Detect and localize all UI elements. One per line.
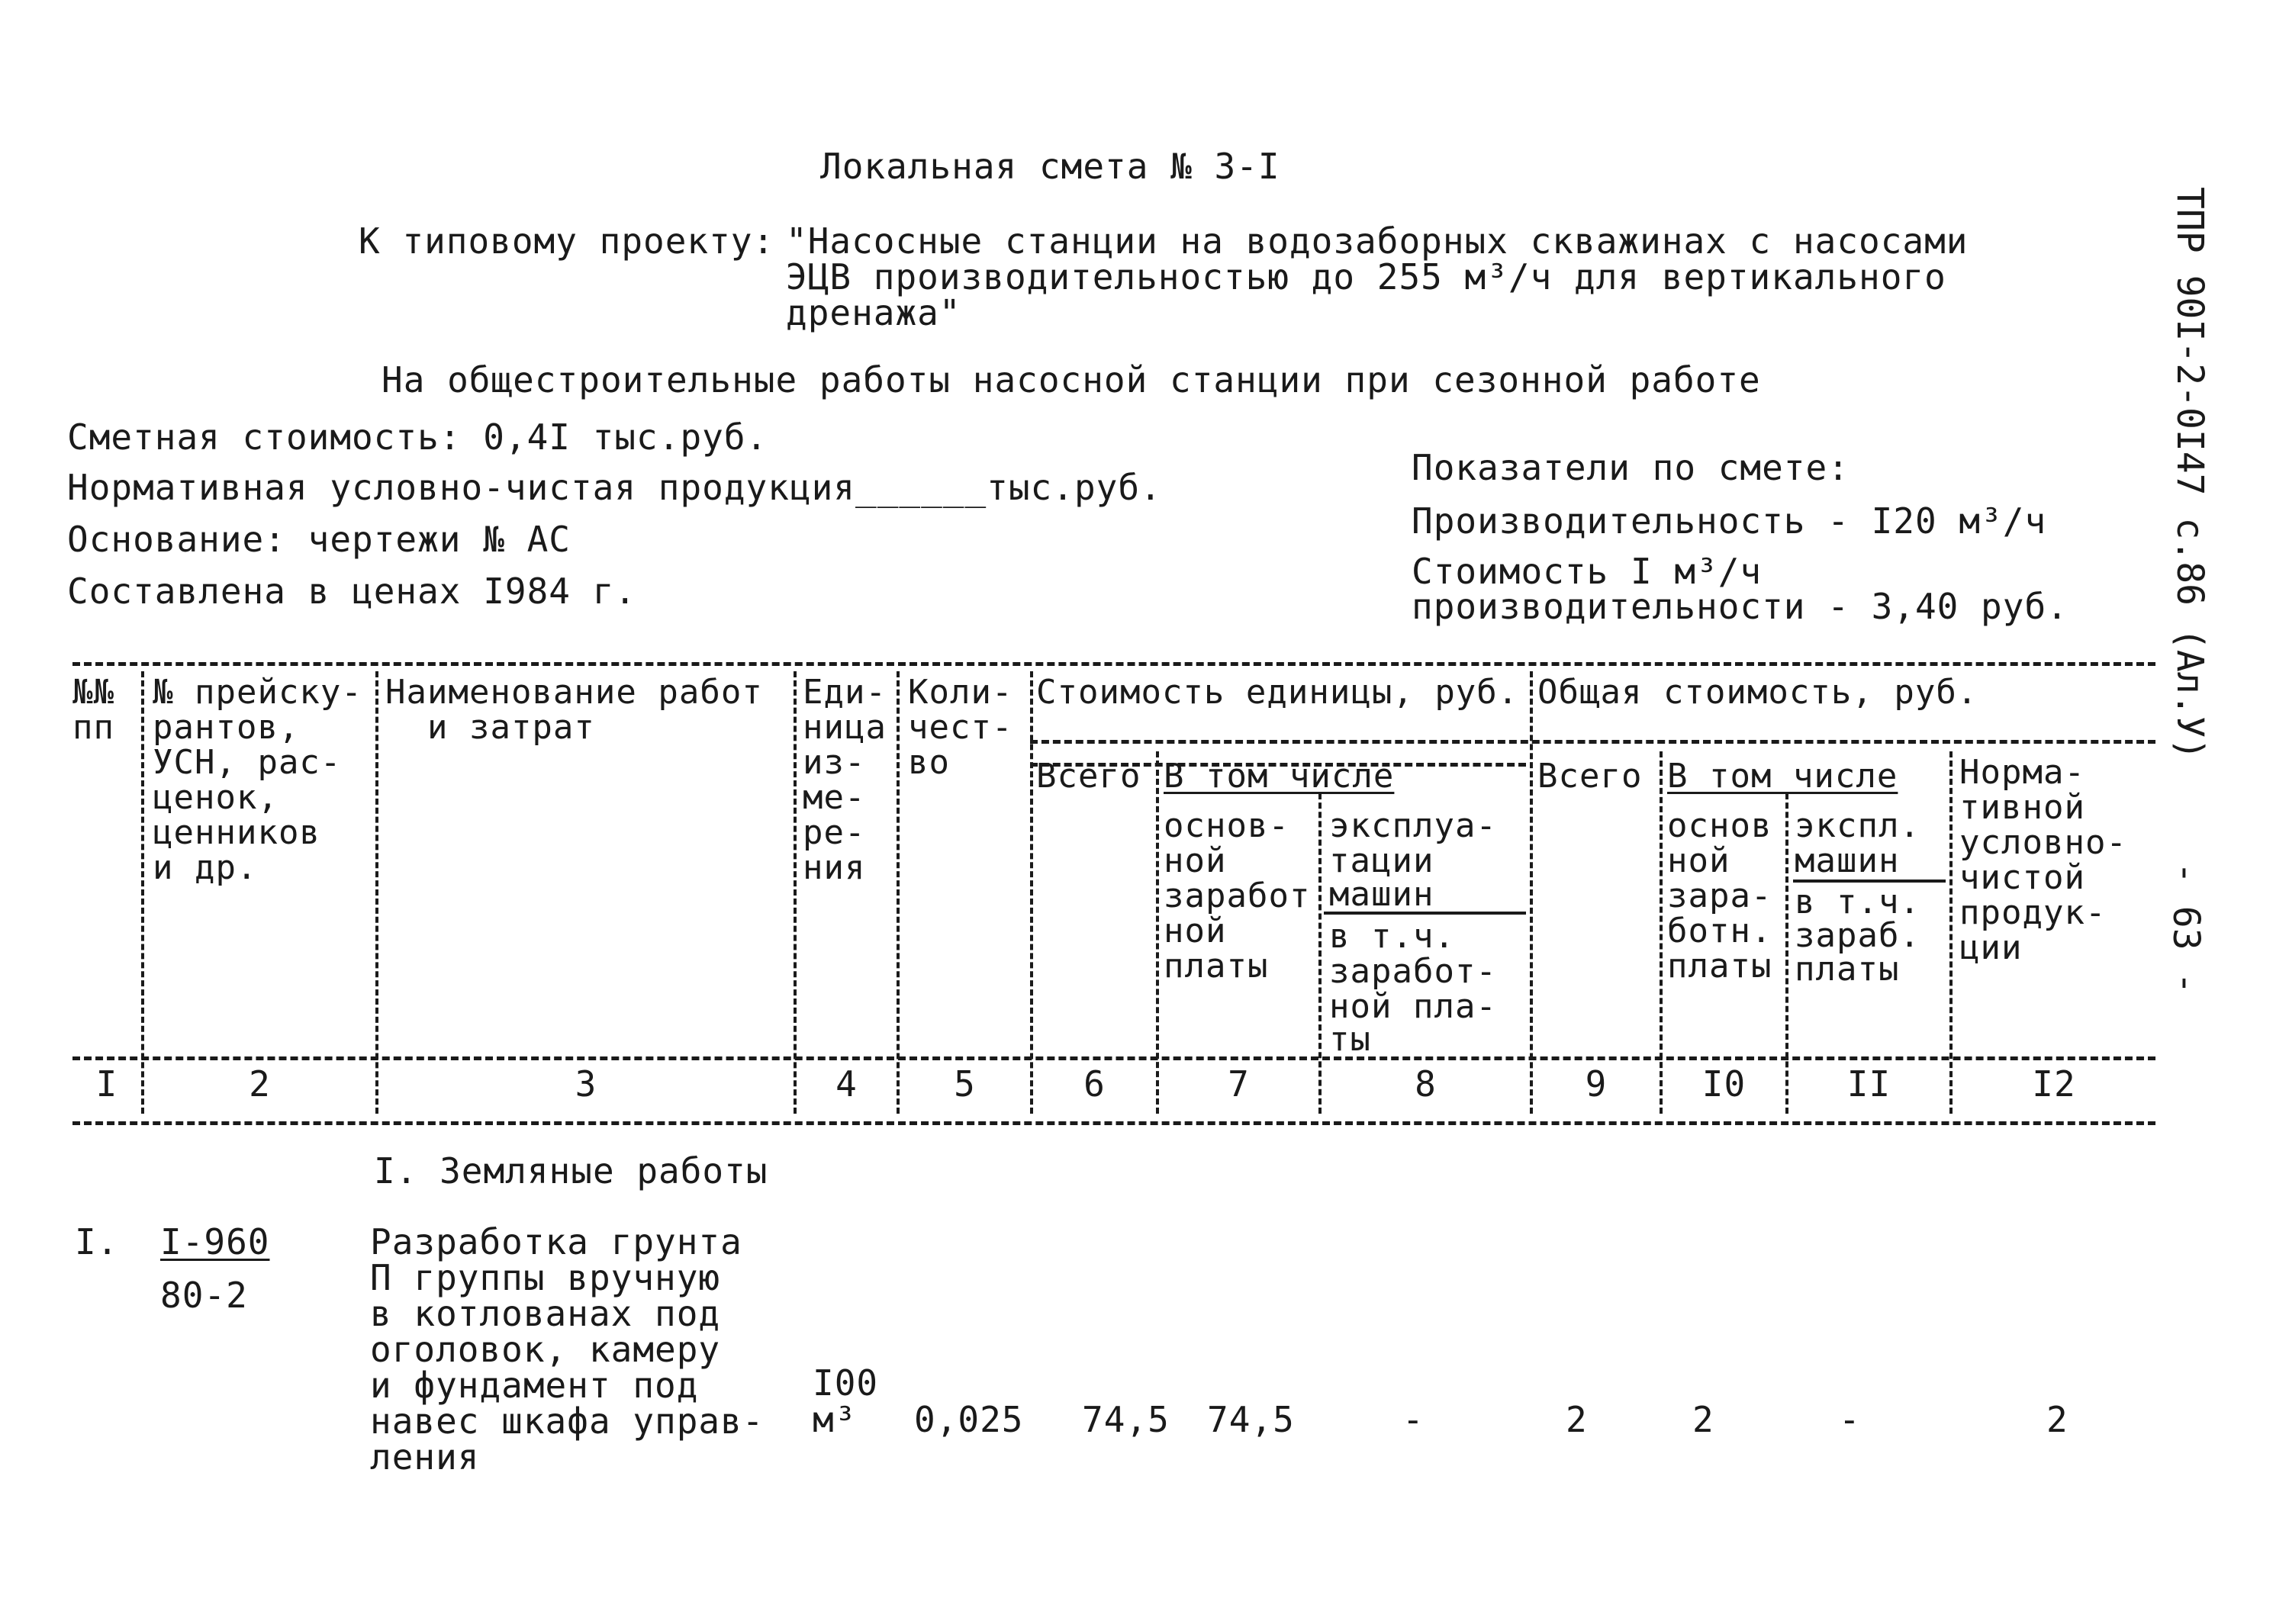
indicators-heading: Показатели по смете:: [1412, 447, 1850, 488]
header-c8-top-line-1: эксплуа-: [1329, 806, 1497, 845]
row-name-line-5: и фундамент под: [370, 1365, 699, 1406]
header-c4-line-5: ре-: [803, 813, 866, 852]
row-normative: 2: [2046, 1399, 2068, 1440]
header-total-cost: Общая стоимость, руб.: [1537, 673, 1978, 712]
header-c10-line-2: ной: [1667, 841, 1730, 880]
header-c10-line-4: ботн.: [1667, 912, 1772, 950]
row-unit-bottom: м³: [813, 1399, 857, 1440]
header-c4-line-2: ница: [803, 708, 887, 747]
row-code-top: I-960: [160, 1221, 270, 1262]
header-c12-line-3: условно-: [1959, 823, 2127, 862]
col-number-1: I: [95, 1063, 118, 1105]
header-c8-bottom-line-4: ты: [1329, 1020, 1371, 1059]
col-sep-11: [1949, 751, 1953, 1114]
col-sep-8: [1530, 671, 1533, 1114]
row-name-line-4: оголовок, камеру: [370, 1329, 721, 1370]
header-c11-bottom-line-1: в т.ч.: [1795, 883, 1920, 921]
header-c4-line-6: ния: [803, 848, 866, 887]
col-number-10: I0: [1701, 1063, 1747, 1105]
table-top-rule: [72, 662, 2155, 666]
project-line-2: ЭЦВ производительностью до 255 м³/ч для вертикального: [786, 256, 1946, 297]
row-name-line-2: П группы вручную: [370, 1257, 721, 1298]
header-c4-line-4: ме-: [803, 778, 866, 817]
header-c6: Всего: [1036, 757, 1141, 796]
header-c12-line-1: Норма-: [1959, 753, 2085, 792]
project-line-3: дренажа": [786, 292, 961, 333]
project-label: К типовому проекту:: [359, 220, 775, 262]
col-number-11: II: [1846, 1063, 1891, 1105]
page-number: - 63 -: [2165, 862, 2207, 995]
header-c5-line-1: Коли-: [908, 673, 1013, 712]
price-level: Составлена в ценах I984 г.: [67, 571, 637, 612]
header-c7-line-1: основ-: [1164, 806, 1289, 845]
col-sep-4: [897, 671, 900, 1114]
header-c2-line-6: и др.: [153, 848, 258, 887]
col-number-2: 2: [249, 1063, 271, 1105]
row-unit-machine: -: [1402, 1399, 1425, 1440]
header-c5-line-3: во: [908, 743, 950, 782]
row-quantity: 0,025: [914, 1399, 1024, 1440]
header-c7-line-3: заработ: [1164, 876, 1311, 915]
col-sep-1: [141, 671, 144, 1114]
col-number-7: 7: [1228, 1063, 1250, 1105]
estimate-cost: Сметная стоимость: 0,4I тыс.руб.: [67, 416, 768, 458]
row-name-line-1: Разработка грунта: [370, 1221, 742, 1262]
normative-product: Нормативная условно-чистая продукция______тыс.руб.: [67, 467, 1162, 508]
header-c2-line-5: ценников: [153, 813, 320, 852]
side-stamp: ТПР 90I-2-0I47 с.86 (Ал.У): [2168, 187, 2211, 761]
indicator-productivity: Производительность - I20 м³/ч: [1412, 500, 2047, 542]
col-number-3: 3: [575, 1063, 597, 1105]
header-c8-bottom-line-3: ной пла-: [1329, 987, 1497, 1026]
header-incl-2: В том числе: [1667, 757, 1898, 796]
col-sep-6: [1156, 751, 1159, 1114]
header-c3-line-2: и затрат: [385, 708, 595, 747]
header-c3-line-1: Наименование работ: [385, 673, 763, 712]
table-header-end-rule: [72, 1121, 2155, 1125]
header-c1-line-1: №№: [72, 673, 114, 712]
col-sep-5: [1030, 671, 1033, 1114]
row-unit-top: I00: [813, 1362, 879, 1404]
project-line-1: "Насосные станции на водозаборных скважинах с насосами: [786, 220, 1969, 262]
header-c8-top-line-2: тации: [1329, 841, 1434, 880]
col-sep-2: [375, 671, 378, 1114]
col-number-9: 9: [1585, 1063, 1608, 1105]
header-split-rule: [1030, 740, 2155, 744]
header-bottom-rule: [72, 1056, 2155, 1060]
col-number-4: 4: [835, 1063, 858, 1105]
header-c2-line-4: ценок,: [153, 778, 278, 817]
indicator-cost-line-2: производительности - 3,40 руб.: [1412, 586, 2068, 627]
col-sep-7: [1318, 793, 1322, 1114]
header-c7-line-2: ной: [1164, 841, 1227, 880]
header-c12-line-4: чистой: [1959, 858, 2085, 897]
row-unit-total: 74,5: [1082, 1399, 1170, 1440]
header-c7-line-5: платы: [1164, 947, 1269, 986]
col-sep-10: [1785, 793, 1788, 1114]
row-name-line-6: навес шкафа управ-: [370, 1400, 765, 1442]
section-title: I. Земляные работы: [374, 1150, 768, 1191]
row-total-machine: -: [1839, 1399, 1861, 1440]
header-c7-line-4: ной: [1164, 912, 1227, 950]
header-c8-top-line-3: машин: [1329, 875, 1434, 914]
document-title: Локальная смета № 3-I: [820, 146, 1280, 187]
header-unit-cost: Стоимость единицы, руб.: [1036, 673, 1519, 712]
header-c12-line-6: ции: [1959, 928, 2023, 967]
header-incl: В том числе: [1164, 757, 1395, 796]
header-c11-bottom-line-3: платы: [1795, 950, 1900, 989]
header-c11-top-line-2: машин: [1795, 841, 1900, 880]
row-name-line-3: в котлованах под: [370, 1293, 721, 1334]
row-code-bottom: 80-2: [160, 1275, 248, 1316]
header-c12-line-5: продук-: [1959, 893, 2107, 932]
header-c11-bottom-line-2: зараб.: [1795, 916, 1920, 955]
header-c10-line-1: основ: [1667, 806, 1772, 845]
col-number-12: I2: [2032, 1063, 2076, 1105]
header-c5-line-2: чест-: [908, 708, 1013, 747]
indicator-cost-line-1: Стоимость I м³/ч: [1412, 551, 1763, 592]
col-number-6: 6: [1083, 1063, 1106, 1105]
header-c4-line-3: из-: [803, 743, 866, 782]
col-sep-9: [1660, 751, 1663, 1114]
row-unit-wage: 74,5: [1207, 1399, 1295, 1440]
col-sep-3: [794, 671, 797, 1114]
row-total: 2: [1566, 1399, 1588, 1440]
header-c2-line-3: УСН, рас-: [153, 743, 342, 782]
header-c4-line-1: Еди-: [803, 673, 887, 712]
header-c8-bottom-line-2: заработ-: [1329, 952, 1497, 991]
header-c8-bottom-line-1: в т.ч.: [1329, 917, 1455, 956]
row-name-line-7: ления: [370, 1436, 480, 1478]
header-c2-line-2: рантов,: [153, 708, 300, 747]
header-c9: Всего: [1537, 757, 1643, 796]
basis-drawings: Основание: чертежи № АС: [67, 519, 571, 560]
header-c11-top-line-1: экспл.: [1795, 806, 1920, 845]
col-number-5: 5: [954, 1063, 976, 1105]
header-c2-line-1: № прейску-: [153, 673, 362, 712]
row-total-wage: 2: [1692, 1399, 1714, 1440]
header-c1-line-2: пп: [72, 708, 114, 747]
col-number-8: 8: [1415, 1063, 1437, 1105]
row-number: I.: [75, 1221, 119, 1262]
header-c12-line-2: тивной: [1959, 788, 2085, 827]
header-c10-line-5: платы: [1667, 947, 1772, 986]
document-subtitle: На общестроительные работы насосной станции при сезонной работе: [382, 359, 1761, 400]
header-c10-line-3: зара-: [1667, 876, 1772, 915]
